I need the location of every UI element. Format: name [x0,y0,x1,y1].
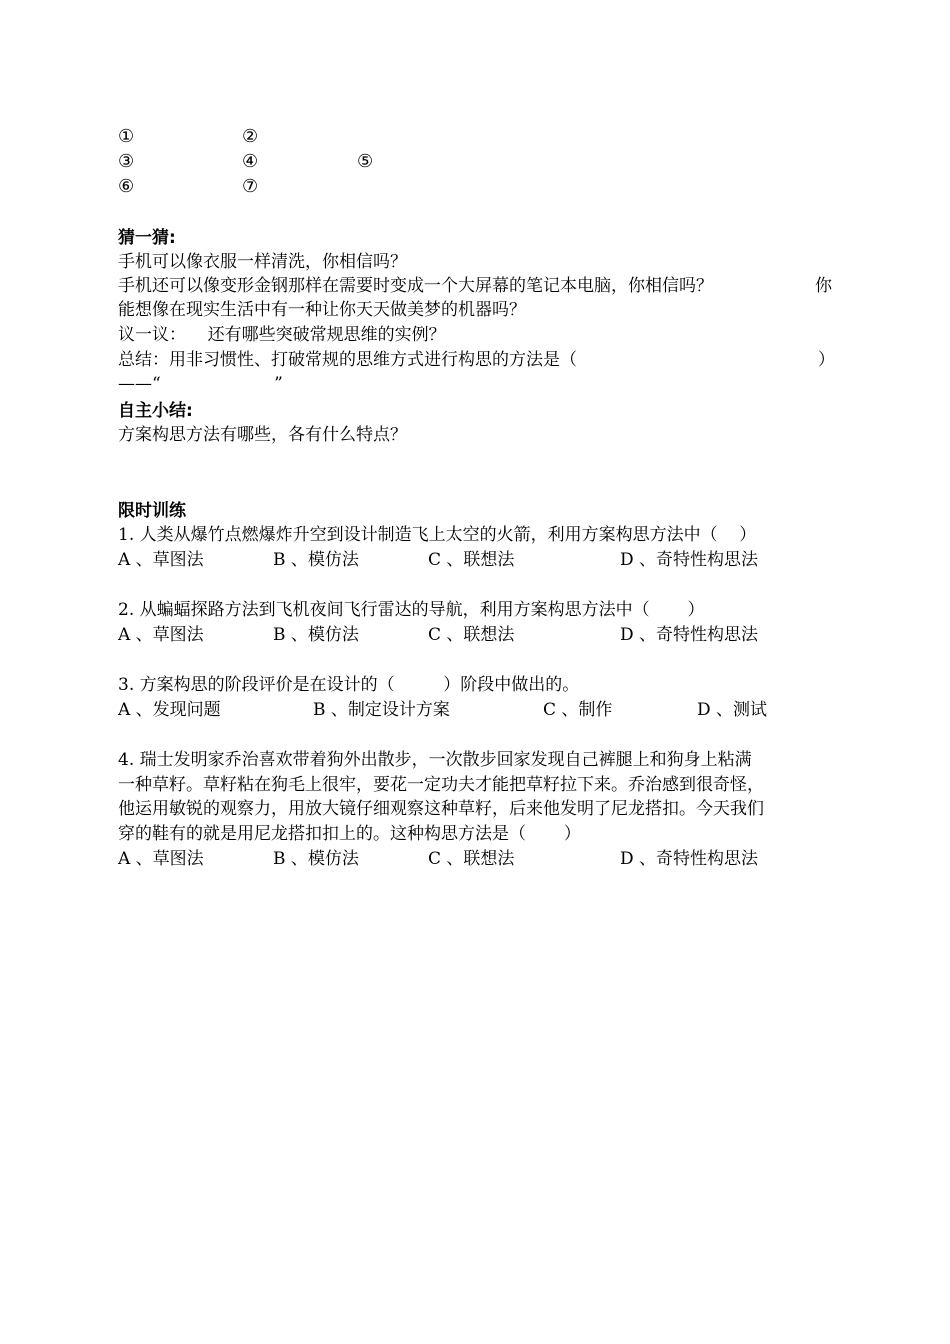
guess-question-2-tail: 你 [815,276,832,296]
number-7: ⑦ [242,176,259,197]
question-2-option-a: A 、草图法 [118,625,204,645]
question-4-line-1: 4. 瑞士发明家乔治喜欢带着狗外出散步，一次散步回家发现自己裤腿上和狗身上粘满 [118,750,752,770]
guess-question-1: 手机可以像衣服一样清洗，你相信吗？ [118,252,407,272]
question-2-option-c: C 、联想法 [428,625,515,645]
question-3-option-a: A 、发现问题 [118,700,221,720]
question-3-option-b: B 、制定设计方案 [313,700,450,720]
question-1-option-d: D 、奇特性构思法 [620,550,759,570]
summary-line: 总结：用非习惯性、打破常规的思维方式进行构思的方法是（ [118,350,577,370]
question-1-option-b: B 、模仿法 [273,550,359,570]
question-4-option-a: A 、草图法 [118,849,204,869]
question-3-text: 3. 方案构思的阶段评价是在设计的（ ）阶段中做出的。 [118,675,580,695]
guess-question-2-line-1: 手机还可以像变形金钢那样在需要时变成一个大屏幕的笔记本电脑，你相信吗？ [118,276,713,296]
question-4-line-2: 一种草籽。草籽粘在狗毛上很牢，要花一定功夫才能把草籽拉下来。乔治感到很奇怪， [118,775,764,795]
question-4-line-4: 穿的鞋有的就是用尼龙搭扣扣上的。这种构思方法是（ ） [118,824,581,844]
number-6: ⑥ [118,176,135,197]
question-3-option-d: D 、测试 [697,700,768,720]
question-1-option-a: A 、草图法 [118,550,204,570]
discuss-line: 议一议： 还有哪些突破常规思维的实例？ [118,325,446,345]
number-4: ④ [242,151,259,172]
question-2-option-d: D 、奇特性构思法 [620,625,759,645]
question-4-line-3: 他运用敏锐的观察力，用放大镜仔细观察这种草籽，后来他发明了尼龙搭扣。今天我们 [118,799,764,819]
question-4-option-d: D 、奇特性构思法 [620,849,759,869]
number-5: ⑤ [357,151,374,172]
number-3: ③ [118,151,135,172]
summary-blank-line: ——“ ” [118,374,283,394]
self-summary-question: 方案构思方法有哪些，各有什么特点？ [118,425,407,445]
training-heading: 限时训练 [118,501,186,521]
guess-heading: 猜一猜: [118,228,176,248]
summary-close-paren: ） [818,350,835,370]
number-1: ① [118,126,135,147]
question-3-option-c: C 、制作 [543,700,613,720]
question-2-option-b: B 、模仿法 [273,625,359,645]
question-4-option-c: C 、联想法 [428,849,515,869]
question-1-text: 1. 人类从爆竹点燃爆炸升空到设计制造飞上太空的火箭，利用方案构思方法中（ ） [118,525,757,545]
guess-question-2-line-2: 能想像在现实生活中有一种让你天天做美梦的机器吗？ [118,300,526,320]
self-summary-heading: 自主小结: [118,401,193,421]
question-4-option-b: B 、模仿法 [273,849,359,869]
number-2: ② [242,126,259,147]
question-1-option-c: C 、联想法 [428,550,515,570]
question-2-text: 2. 从蝙蝠探路方法到飞机夜间飞行雷达的导航，利用方案构思方法中（ ） [118,600,705,620]
